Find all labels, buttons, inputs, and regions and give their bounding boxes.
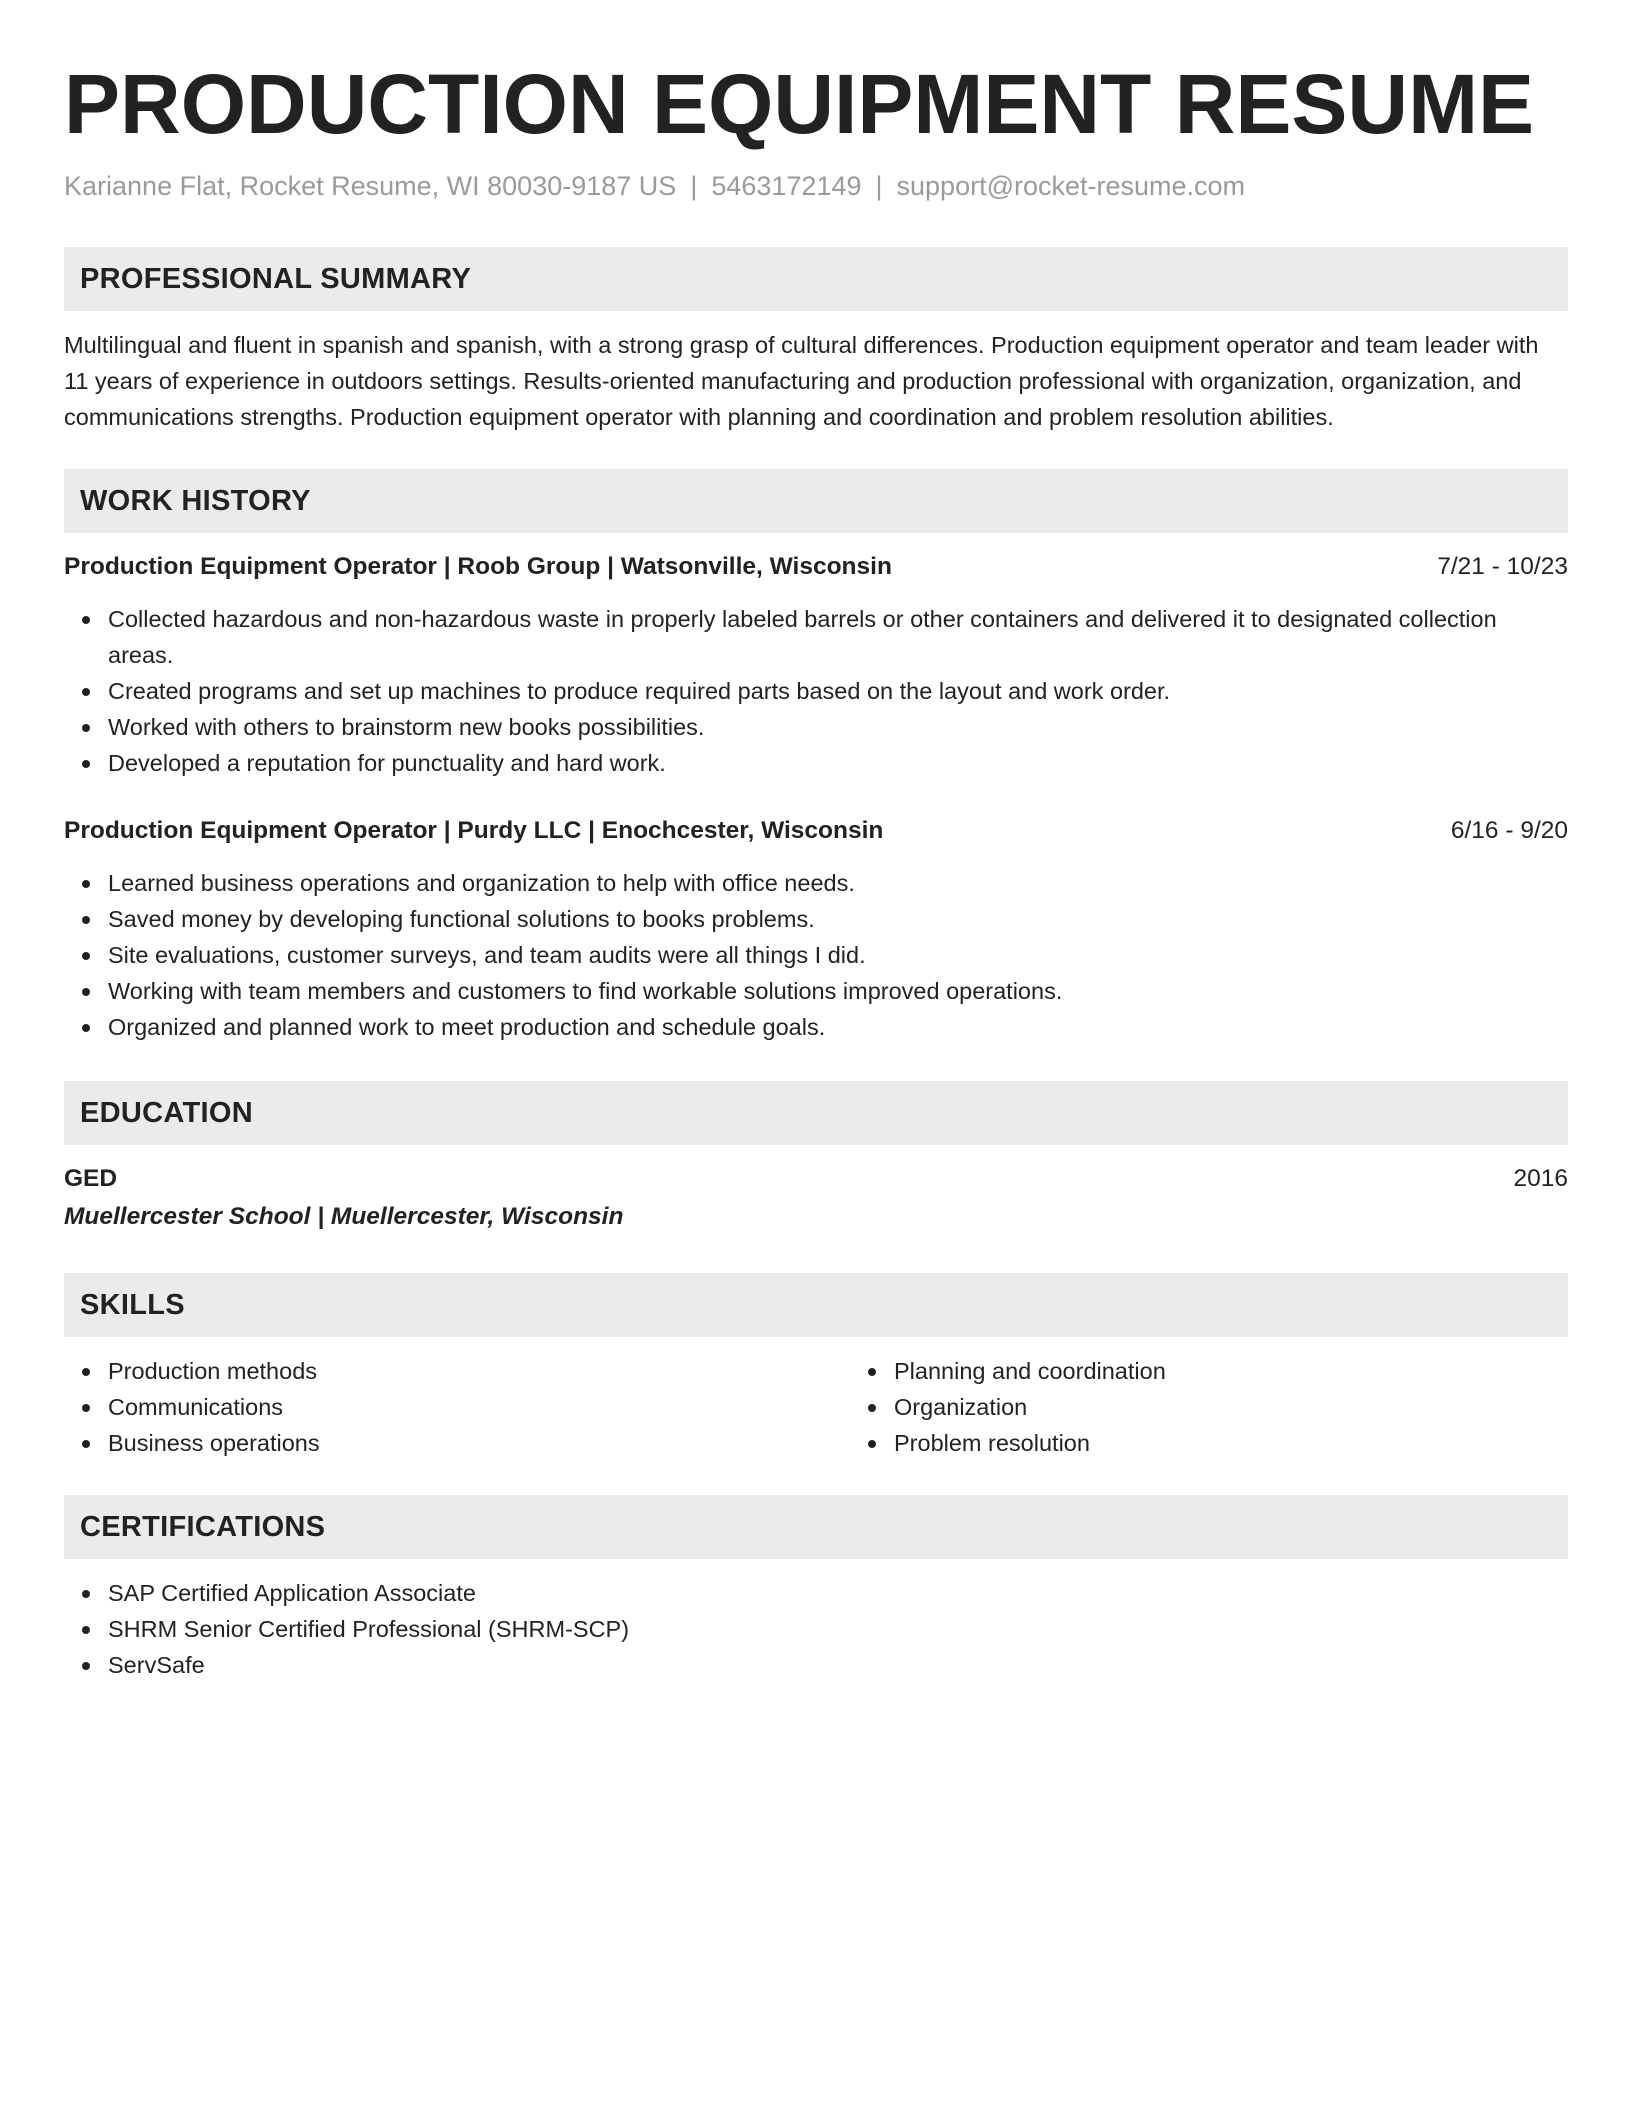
list-item: Communications <box>108 1389 850 1425</box>
contact-line <box>64 168 1568 204</box>
list-item: Created programs and set up machines to produce required parts based on the layout and work order. <box>108 673 1568 709</box>
contact-separator: | <box>690 171 698 201</box>
list-item: Worked with others to brainstorm new books possibilities. <box>108 709 1568 745</box>
list-item: SAP Certified Application Associate <box>108 1575 1568 1611</box>
job-header <box>64 549 1568 585</box>
list-item: Production methods <box>108 1353 850 1389</box>
resume-title: PRODUCTION EQUIPMENT RESUME <box>64 57 1535 151</box>
job-bullets <box>64 865 1568 1045</box>
education-entry <box>64 1161 1568 1235</box>
list-item: Organization <box>894 1389 1632 1425</box>
skills-grid <box>64 1337 1568 1461</box>
list-item: Site evaluations, customer surveys, and team audits were all things I did. <box>108 937 1568 973</box>
job-entry <box>64 549 1568 781</box>
summary-text: Multilingual and fluent in spanish and spanish, with a strong grasp of cultural differences. Production equipment operator and team leader with 11 years of experience in outdoors settings. Results-oriented manufacturing and production professional with organization, organization, and communications strengths. Production equipment operator with planning and coordination and problem resolution abilities. <box>64 332 1539 430</box>
list-item: Learned business operations and organization to help with office needs. <box>108 865 1568 901</box>
degree: GED <box>64 1165 118 1192</box>
list-item: SHRM Senior Certified Professional (SHRM-SCP) <box>108 1611 1568 1647</box>
list-item: Business operations <box>108 1425 850 1461</box>
contact-separator: | <box>875 171 883 201</box>
resume-page <box>64 0 1568 1683</box>
skills-heading: SKILLS <box>64 1273 1568 1337</box>
contact-email: support@rocket-resume.com <box>896 171 1246 201</box>
skills-column-right <box>850 1353 1632 1461</box>
job-dates: 6/16 - 9/20 <box>1450 817 1568 844</box>
school-name: Muellercester School | Muellercester, Wisconsin <box>64 1203 624 1230</box>
job-entry <box>64 813 1568 1045</box>
list-item: Saved money by developing functional solutions to books problems. <box>108 901 1568 937</box>
list-item: Working with team members and customers to find workable solutions improved operations. <box>108 973 1568 1009</box>
job-title: Production Equipment Operator | Roob Group | Watsonville, Wisconsin <box>64 553 892 580</box>
summary-heading: PROFESSIONAL SUMMARY <box>64 247 1568 311</box>
education-header <box>64 1161 1568 1197</box>
list-item: ServSafe <box>108 1647 1568 1683</box>
job-dates: 7/21 - 10/23 <box>1437 553 1568 580</box>
education-year: 2016 <box>1513 1165 1568 1192</box>
certifications-heading: CERTIFICATIONS <box>64 1495 1568 1559</box>
list-item: Planning and coordination <box>894 1353 1632 1389</box>
contact-address: Karianne Flat, Rocket Resume, WI 80030-9187 US <box>64 171 677 201</box>
list-item: Problem resolution <box>894 1425 1632 1461</box>
skills-column-left <box>64 1353 850 1461</box>
job-header <box>64 813 1568 849</box>
list-item: Collected hazardous and non-hazardous waste in properly labeled barrels or other containers and delivered it to designated collection areas. <box>108 601 1568 673</box>
education-heading: EDUCATION <box>64 1081 1568 1145</box>
work-history-heading: WORK HISTORY <box>64 469 1568 533</box>
contact-phone: 5463172149 <box>711 171 862 201</box>
list-item: Developed a reputation for punctuality and hard work. <box>108 745 1568 781</box>
certifications-list <box>64 1575 1568 1683</box>
job-bullets <box>64 601 1568 781</box>
list-item: Organized and planned work to meet production and schedule goals. <box>108 1009 1568 1045</box>
job-title: Production Equipment Operator | Purdy LLC | Enochcester, Wisconsin <box>64 817 884 844</box>
